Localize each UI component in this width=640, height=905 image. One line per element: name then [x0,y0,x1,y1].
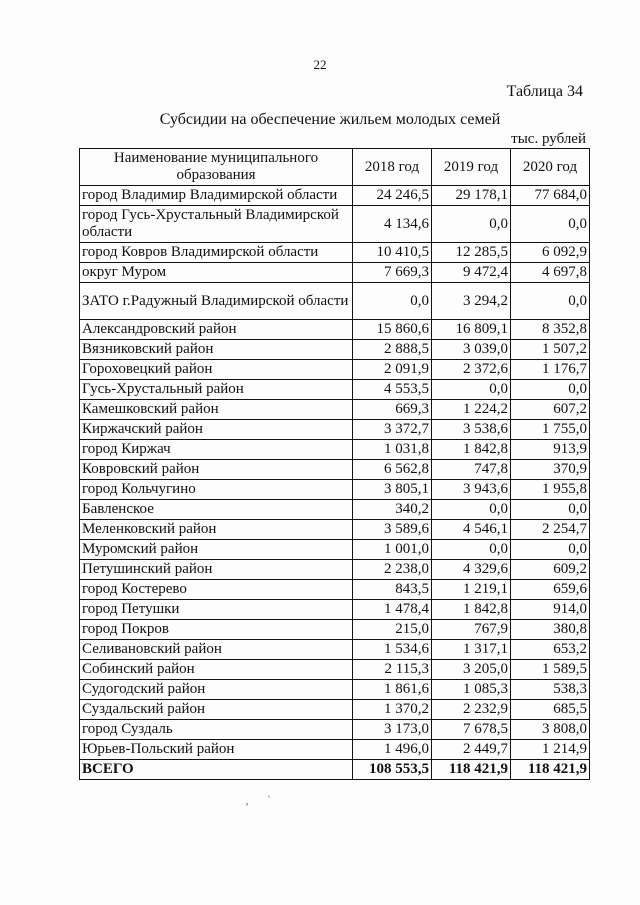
cell-2019: 0,0 [432,380,511,400]
cell-name: город Киржач [80,440,353,460]
cell-2018: 340,2 [353,500,432,520]
cell-2019: 1 842,8 [432,440,511,460]
cell-2018: 2 091,9 [353,360,432,380]
cell-2020: 0,0 [511,500,590,520]
column-header-2018: 2018 год [353,149,432,186]
table-row [80,380,590,400]
table-row [80,480,590,500]
cell-2018: 1 496,0 [353,740,432,760]
cell-2019: 29 178,1 [432,186,511,206]
table-row [80,680,590,700]
cell-2018: 108 553,5 [353,760,432,780]
table-row [80,660,590,680]
table-row [80,360,590,380]
cell-2020: 8 352,8 [511,320,590,340]
cell-2020: 0,0 [511,380,590,400]
cell-2018: 3 805,1 [353,480,432,500]
table-row [80,340,590,360]
cell-2019: 767,9 [432,620,511,640]
cell-2018: 215,0 [353,620,432,640]
cell-2019: 3 943,6 [432,480,511,500]
cell-name: город Костерево [80,580,353,600]
column-header-2019: 2019 год [432,149,511,186]
cell-2019: 4 329,6 [432,560,511,580]
cell-2018: 6 562,8 [353,460,432,480]
cell-2018: 3 372,7 [353,420,432,440]
cell-2019: 9 472,4 [432,263,511,283]
table-row [80,620,590,640]
cell-2019: 1 224,2 [432,400,511,420]
column-header-2020: 2020 год [511,149,590,186]
cell-2020: 659,6 [511,580,590,600]
cell-2019: 1 085,3 [432,680,511,700]
cell-2018: 4 553,5 [353,380,432,400]
cell-name: Муромский район [80,540,353,560]
cell-name: Меленковский район [80,520,353,540]
cell-name: город Кольчугино [80,480,353,500]
cell-2020: 914,0 [511,600,590,620]
cell-2020: 685,5 [511,700,590,720]
table-row [80,263,590,283]
cell-2018: 3 589,6 [353,520,432,540]
cell-2019: 3 205,0 [432,660,511,680]
header-row [80,149,590,186]
cell-2020: 370,9 [511,460,590,480]
cell-name: город Покров [80,620,353,640]
table-row [80,640,590,660]
cell-2018: 1 370,2 [353,700,432,720]
table-row [80,186,590,206]
cell-name: Александровский район [80,320,353,340]
cell-2019: 3 538,6 [432,420,511,440]
cell-name: Киржачский район [80,420,353,440]
cell-2019: 2 449,7 [432,740,511,760]
cell-name: Гусь-Хрустальный район [80,380,353,400]
cell-2019: 747,8 [432,460,511,480]
cell-2019: 2 232,9 [432,700,511,720]
table-header [80,149,590,186]
table-row [80,400,590,420]
cell-2018: 669,3 [353,400,432,420]
column-header-name: Наименование муниципального образования [80,149,353,186]
cell-2020: 609,2 [511,560,590,580]
cell-2020: 607,2 [511,400,590,420]
cell-2019: 1 219,1 [432,580,511,600]
cell-name: Юрьев-Польский район [80,740,353,760]
cell-name: город Гусь-Хрустальный Владимирской области [80,206,353,243]
cell-name: ЗАТО г.Радужный Владимирской области [80,283,353,320]
cell-2020: 1 755,0 [511,420,590,440]
cell-2019: 4 546,1 [432,520,511,540]
cell-2020: 1 176,7 [511,360,590,380]
page-number: 22 [313,57,327,72]
table-body [80,186,590,780]
table-row [80,720,590,740]
page-title: Субсидии на обеспечение жильем молодых семей [159,111,501,128]
cell-2019: 3 039,0 [432,340,511,360]
table-row [80,700,590,720]
subsidies-table [79,148,590,780]
cell-name: Собинский район [80,660,353,680]
table-row [80,320,590,340]
cell-name: округ Муром [80,263,353,283]
scan-mark: ‚ ` [245,793,271,807]
cell-2018: 2 238,0 [353,560,432,580]
cell-2018: 2 888,5 [353,340,432,360]
cell-name: Судогодский район [80,680,353,700]
total-row [80,760,590,780]
cell-2019: 0,0 [432,206,511,243]
cell-2018: 3 173,0 [353,720,432,740]
table-row [80,243,590,263]
cell-2019: 16 809,1 [432,320,511,340]
cell-2019: 7 678,5 [432,720,511,740]
cell-2020: 0,0 [511,540,590,560]
cell-2020: 653,2 [511,640,590,660]
table-row [80,540,590,560]
cell-2019: 12 285,5 [432,243,511,263]
cell-2020: 1 214,9 [511,740,590,760]
table-row [80,283,590,320]
table-row [80,560,590,580]
cell-2020: 0,0 [511,206,590,243]
cell-name: город Петушки [80,600,353,620]
cell-2018: 7 669,3 [353,263,432,283]
cell-2019: 1 842,8 [432,600,511,620]
cell-name: Камешковский район [80,400,353,420]
cell-name: Вязниковский район [80,340,353,360]
cell-2018: 10 410,5 [353,243,432,263]
cell-name: Ковровский район [80,460,353,480]
cell-2019: 3 294,2 [432,283,511,320]
cell-name: город Ковров Владимирской области [80,243,353,263]
cell-2018: 0,0 [353,283,432,320]
table-row [80,500,590,520]
cell-2018: 843,5 [353,580,432,600]
cell-2020: 913,9 [511,440,590,460]
cell-2018: 2 115,3 [353,660,432,680]
table-row [80,440,590,460]
cell-2018: 1 861,6 [353,680,432,700]
cell-2018: 4 134,6 [353,206,432,243]
cell-2018: 1 031,8 [353,440,432,460]
table-label: Таблица 34 [506,83,583,100]
cell-name: город Суздаль [80,720,353,740]
cell-2020: 1 955,8 [511,480,590,500]
cell-2020: 77 684,0 [511,186,590,206]
cell-2018: 1 534,6 [353,640,432,660]
cell-2018: 1 001,0 [353,540,432,560]
cell-2019: 2 372,6 [432,360,511,380]
cell-2020: 380,8 [511,620,590,640]
cell-2020: 6 092,9 [511,243,590,263]
cell-name: Селивановский район [80,640,353,660]
cell-2020: 538,3 [511,680,590,700]
units-label: тыс. рублей [511,131,586,147]
table-row [80,740,590,760]
cell-2018: 1 478,4 [353,600,432,620]
cell-2020: 1 507,2 [511,340,590,360]
cell-2020: 4 697,8 [511,263,590,283]
table-row [80,580,590,600]
cell-2020: 1 589,5 [511,660,590,680]
table-row [80,420,590,440]
table-row [80,520,590,540]
cell-name: город Владимир Владимирской области [80,186,353,206]
cell-2019: 0,0 [432,500,511,520]
cell-name: Суздальский район [80,700,353,720]
table-row [80,206,590,243]
cell-2020: 2 254,7 [511,520,590,540]
cell-name: Гороховецкий район [80,360,353,380]
cell-2018: 15 860,6 [353,320,432,340]
cell-2019: 1 317,1 [432,640,511,660]
cell-2020: 118 421,9 [511,760,590,780]
cell-2020: 0,0 [511,283,590,320]
cell-2018: 24 246,5 [353,186,432,206]
cell-name: Бавленское [80,500,353,520]
cell-2020: 3 808,0 [511,720,590,740]
table-row [80,600,590,620]
cell-name: ВСЕГО [80,760,353,780]
cell-name: Петушинский район [80,560,353,580]
cell-2019: 118 421,9 [432,760,511,780]
table-row [80,460,590,480]
cell-2019: 0,0 [432,540,511,560]
